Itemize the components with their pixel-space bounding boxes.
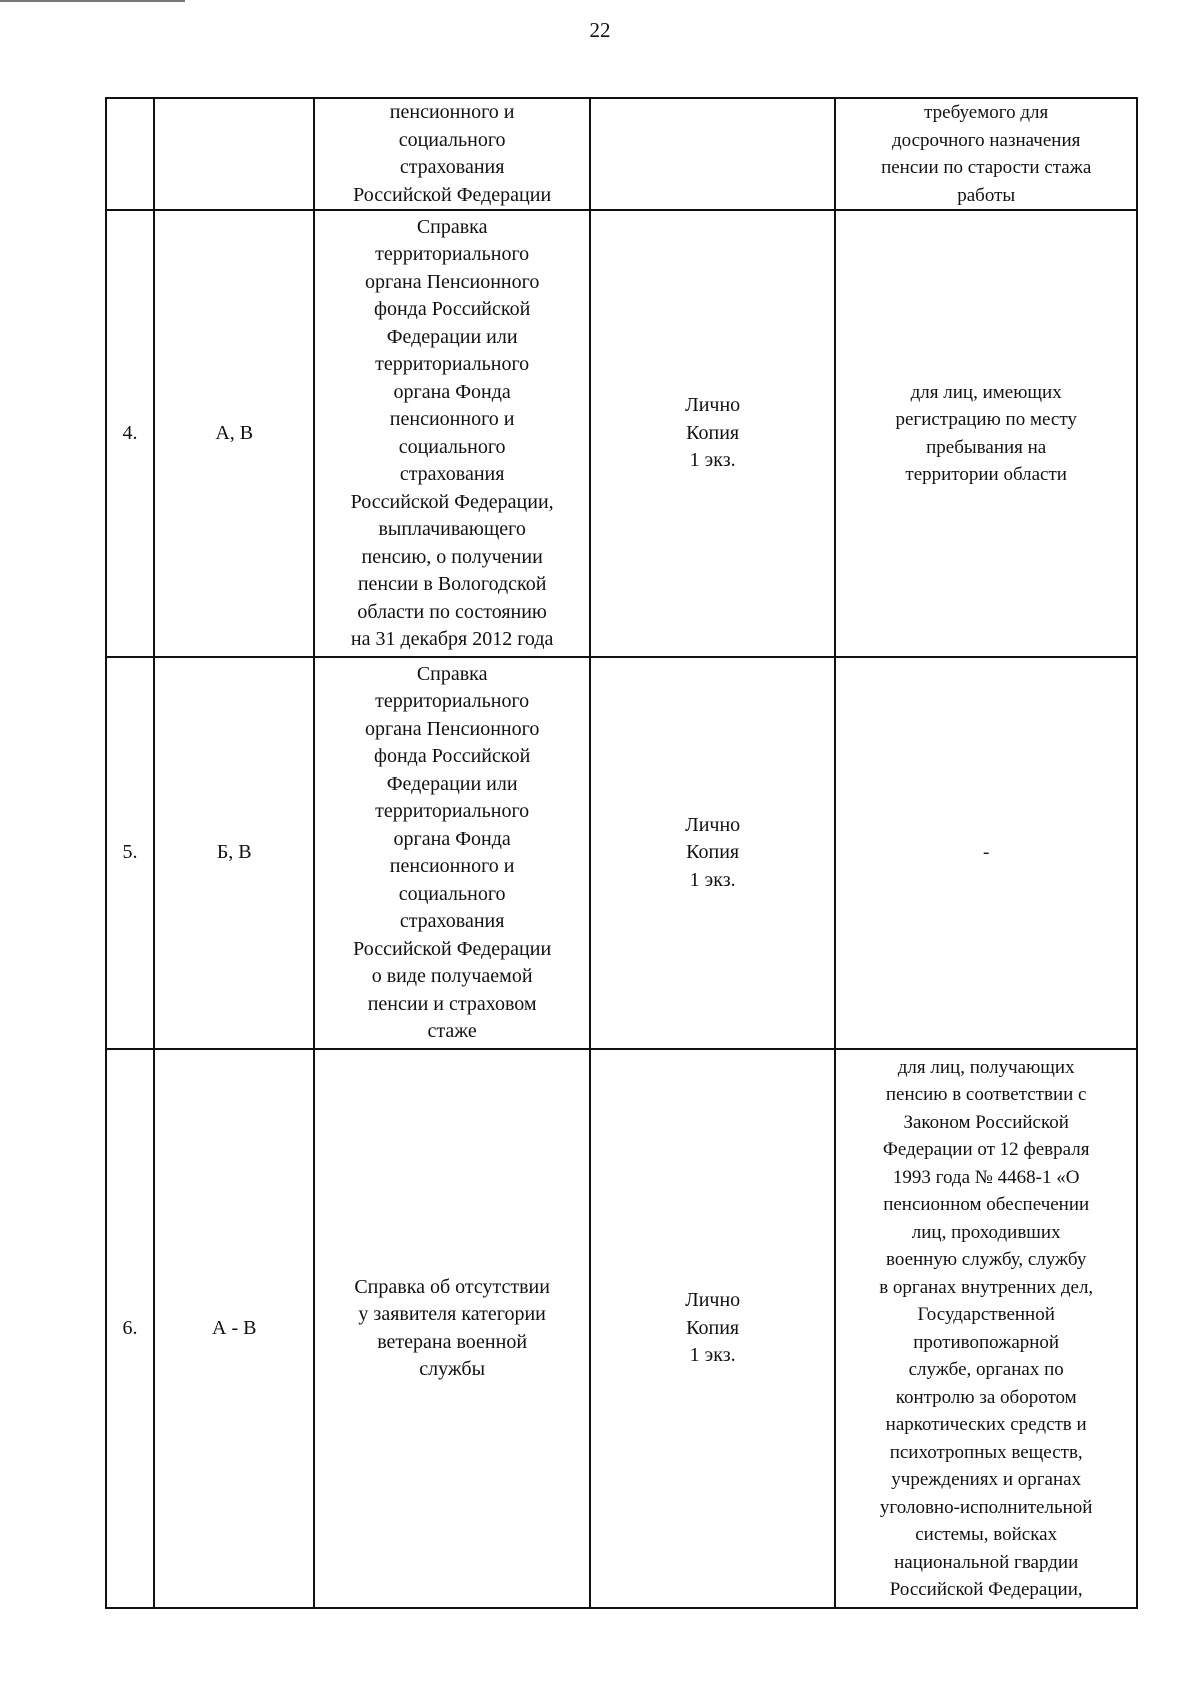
document-name-cell: Справка территориального органа Пенсионного фонда Российской Федерации или территориального органа Фонда пенсионного и социального страхования Российской Федерации, выплачивающего пенсию, о получении пенсии в Вологодской области по состоянию на 31 декабря 2012 года	[314, 210, 590, 657]
scan-corner-mark	[0, 0, 185, 2]
documents-table	[105, 97, 1138, 1609]
page-number: 22	[589, 18, 611, 42]
submission-method-cell: Лично Копия 1 экз.	[590, 657, 835, 1049]
table-row-6	[106, 1049, 1137, 1608]
note-cell: для лиц, имеющих регистрацию по месту пребывания на территории области	[835, 210, 1137, 657]
document-name-cell: Справка об отсутствии у заявителя категории ветерана военной службы	[314, 1049, 590, 1608]
note-cell: -	[835, 657, 1137, 1049]
note-cell: требуемого для досрочного назначения пенсии по старости стажа работы	[835, 98, 1137, 210]
submission-method-cell	[590, 98, 835, 210]
row-number-cell: 5.	[106, 657, 154, 1049]
row-number-cell: 4.	[106, 210, 154, 657]
document-name-cell: Справка территориального органа Пенсионного фонда Российской Федерации или территориального органа Фонда пенсионного и социального страхования Российской Федерации о виде получаемой пенсии и страховом стаже	[314, 657, 590, 1049]
document-name-cell: пенсионного и социального страхования Российской Федерации	[314, 98, 590, 210]
category-cell	[154, 98, 314, 210]
note-cell: для лиц, получающих пенсию в соответствии с Законом Российской Федерации от 12 февраля 1993 года № 4468-1 «О пенсионном обеспечении лиц, проходивших военную службу, службу в органах внутренних дел, Государственной противопожарной службе, органах по контролю за оборотом наркотических средств и психотропных веществ, учреждениях и органах уголовно-исполнительной системы, войсках национальной гвардии Российской Федерации,	[835, 1049, 1137, 1608]
table-row-4	[106, 210, 1137, 657]
submission-method-cell: Лично Копия 1 экз.	[590, 210, 835, 657]
category-cell: Б, В	[154, 657, 314, 1049]
submission-method-cell: Лично Копия 1 экз.	[590, 1049, 835, 1608]
category-cell: А, В	[154, 210, 314, 657]
table-row-continuation	[106, 98, 1137, 210]
row-number-cell: 6.	[106, 1049, 154, 1608]
table-row-5	[106, 657, 1137, 1049]
row-number-cell	[106, 98, 154, 210]
category-cell: А - В	[154, 1049, 314, 1608]
